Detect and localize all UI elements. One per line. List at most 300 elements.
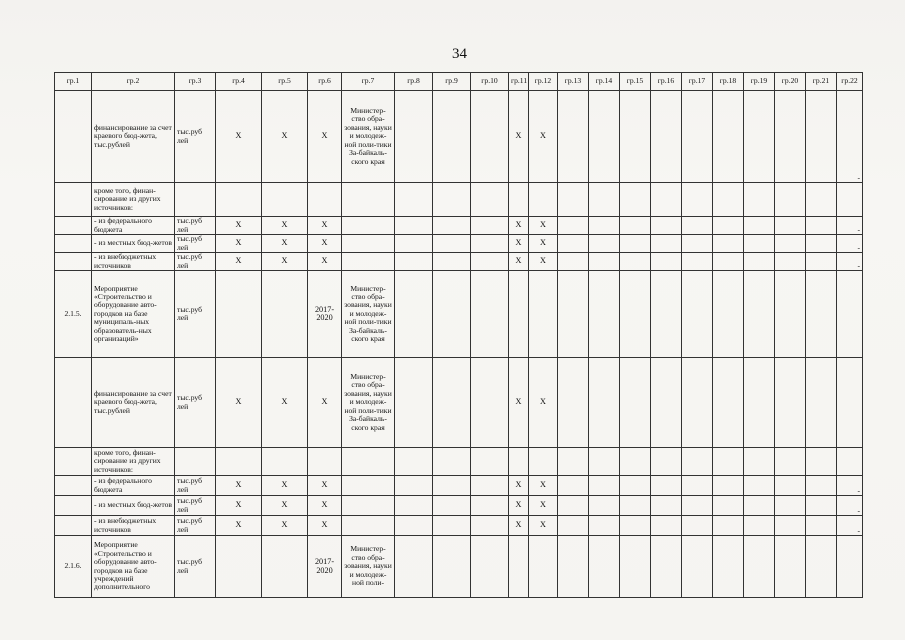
cell-col18 bbox=[713, 271, 744, 358]
cell-col4 bbox=[216, 448, 262, 476]
cell-col19 bbox=[744, 183, 775, 217]
cell-col17 bbox=[682, 235, 713, 253]
column-header: гр.7 bbox=[342, 73, 395, 91]
cell-col7 bbox=[342, 253, 395, 271]
cell-col7 bbox=[342, 183, 395, 217]
cell-col21 bbox=[806, 536, 837, 598]
cell-col10 bbox=[471, 536, 509, 598]
cell-col10 bbox=[471, 253, 509, 271]
cell-col8 bbox=[395, 271, 433, 358]
cell-col13 bbox=[558, 476, 589, 496]
cell-col13 bbox=[558, 536, 589, 598]
cell-col1 bbox=[55, 253, 92, 271]
cell-col14 bbox=[589, 91, 620, 183]
cell-col22: - bbox=[837, 217, 863, 235]
cell-col7 bbox=[342, 516, 395, 536]
cell-col2: - из внебюджетных источников bbox=[92, 253, 175, 271]
column-header: гр.22 bbox=[837, 73, 863, 91]
cell-col19 bbox=[744, 253, 775, 271]
cell-col9 bbox=[433, 235, 471, 253]
cell-col11: X bbox=[509, 476, 529, 496]
cell-col3 bbox=[175, 183, 216, 217]
cell-col3: тыс.руб лей bbox=[175, 91, 216, 183]
cell-col20 bbox=[775, 358, 806, 448]
cell-col14 bbox=[589, 448, 620, 476]
cell-col12 bbox=[529, 448, 558, 476]
cell-col11: X bbox=[509, 496, 529, 516]
cell-col17 bbox=[682, 516, 713, 536]
cell-col19 bbox=[744, 217, 775, 235]
cell-col6 bbox=[308, 183, 342, 217]
cell-col22 bbox=[837, 358, 863, 448]
cell-col13 bbox=[558, 235, 589, 253]
cell-col18 bbox=[713, 516, 744, 536]
cell-col5: X bbox=[262, 91, 308, 183]
page-number: 34 bbox=[452, 46, 467, 62]
cell-col13 bbox=[558, 91, 589, 183]
cell-col4: X bbox=[216, 476, 262, 496]
cell-col14 bbox=[589, 496, 620, 516]
cell-col5: X bbox=[262, 253, 308, 271]
column-header: гр.12 bbox=[529, 73, 558, 91]
cell-col10 bbox=[471, 496, 509, 516]
cell-col11: X bbox=[509, 358, 529, 448]
cell-col2: - из местных бюд-жетов bbox=[92, 496, 175, 516]
cell-col3: тыс.руб лей bbox=[175, 253, 216, 271]
cell-col11: X bbox=[509, 253, 529, 271]
cell-col1 bbox=[55, 217, 92, 235]
cell-col6: X bbox=[308, 253, 342, 271]
cell-col11: X bbox=[509, 91, 529, 183]
cell-col15 bbox=[620, 536, 651, 598]
cell-col9 bbox=[433, 253, 471, 271]
column-header: гр.10 bbox=[471, 73, 509, 91]
cell-col14 bbox=[589, 217, 620, 235]
column-header: гр.18 bbox=[713, 73, 744, 91]
cell-col7 bbox=[342, 448, 395, 476]
cell-col1 bbox=[55, 91, 92, 183]
cell-col21 bbox=[806, 217, 837, 235]
cell-col16 bbox=[651, 271, 682, 358]
cell-col10 bbox=[471, 271, 509, 358]
cell-col21 bbox=[806, 496, 837, 516]
cell-col12 bbox=[529, 536, 558, 598]
cell-col14 bbox=[589, 536, 620, 598]
cell-col10 bbox=[471, 476, 509, 496]
cell-col16 bbox=[651, 217, 682, 235]
cell-col17 bbox=[682, 496, 713, 516]
cell-col18 bbox=[713, 217, 744, 235]
cell-col16 bbox=[651, 235, 682, 253]
cell-col12: X bbox=[529, 235, 558, 253]
cell-col13 bbox=[558, 253, 589, 271]
cell-col2: - из федерального бюджета bbox=[92, 476, 175, 496]
cell-col7 bbox=[342, 496, 395, 516]
cell-col3: тыс.руб лей bbox=[175, 476, 216, 496]
cell-col3: тыс.руб лей bbox=[175, 235, 216, 253]
cell-col8 bbox=[395, 358, 433, 448]
cell-col12: X bbox=[529, 217, 558, 235]
cell-col6 bbox=[308, 448, 342, 476]
table-row bbox=[55, 271, 863, 358]
cell-col16 bbox=[651, 536, 682, 598]
cell-col18 bbox=[713, 91, 744, 183]
cell-col15 bbox=[620, 271, 651, 358]
cell-col22 bbox=[837, 536, 863, 598]
cell-col2: финансирование за счет краевого бюд-жета, тыс.рублей bbox=[92, 91, 175, 183]
cell-col17 bbox=[682, 91, 713, 183]
cell-col11: X bbox=[509, 235, 529, 253]
cell-col12 bbox=[529, 271, 558, 358]
cell-col9 bbox=[433, 476, 471, 496]
column-header: гр.13 bbox=[558, 73, 589, 91]
cell-col17 bbox=[682, 448, 713, 476]
cell-col16 bbox=[651, 253, 682, 271]
cell-col9 bbox=[433, 448, 471, 476]
cell-col7: Министер-ство обра-зования, науки и молодеж-ной поли-тики За-байкаль-ского края bbox=[342, 358, 395, 448]
cell-col9 bbox=[433, 496, 471, 516]
cell-col9 bbox=[433, 536, 471, 598]
cell-col19 bbox=[744, 358, 775, 448]
cell-col1 bbox=[55, 476, 92, 496]
cell-col15 bbox=[620, 235, 651, 253]
cell-col20 bbox=[775, 235, 806, 253]
cell-col12: X bbox=[529, 253, 558, 271]
cell-col21 bbox=[806, 91, 837, 183]
cell-col16 bbox=[651, 496, 682, 516]
cell-col21 bbox=[806, 183, 837, 217]
table-row bbox=[55, 496, 863, 516]
cell-col7 bbox=[342, 476, 395, 496]
column-header: гр.19 bbox=[744, 73, 775, 91]
cell-col22 bbox=[837, 271, 863, 358]
cell-col10 bbox=[471, 91, 509, 183]
column-header: гр.17 bbox=[682, 73, 713, 91]
cell-col2: - из федерального бюджета bbox=[92, 217, 175, 235]
cell-col13 bbox=[558, 217, 589, 235]
cell-col8 bbox=[395, 448, 433, 476]
cell-col4: X bbox=[216, 235, 262, 253]
column-header: гр.21 bbox=[806, 73, 837, 91]
cell-col17 bbox=[682, 271, 713, 358]
cell-col1 bbox=[55, 235, 92, 253]
column-header: гр.1 bbox=[55, 73, 92, 91]
cell-col13 bbox=[558, 183, 589, 217]
cell-col7: Министер-ство обра-зования, науки и молодеж-ной поли- bbox=[342, 536, 395, 598]
cell-col6: X bbox=[308, 235, 342, 253]
cell-col19 bbox=[744, 448, 775, 476]
cell-col18 bbox=[713, 476, 744, 496]
cell-col15 bbox=[620, 217, 651, 235]
cell-col19 bbox=[744, 536, 775, 598]
cell-col1 bbox=[55, 496, 92, 516]
cell-col14 bbox=[589, 253, 620, 271]
table-row bbox=[55, 448, 863, 476]
cell-col17 bbox=[682, 476, 713, 496]
cell-col8 bbox=[395, 91, 433, 183]
cell-col4: X bbox=[216, 358, 262, 448]
table-row bbox=[55, 516, 863, 536]
cell-col5: X bbox=[262, 358, 308, 448]
cell-col21 bbox=[806, 476, 837, 496]
cell-col2: - из внебюджетных источников bbox=[92, 516, 175, 536]
cell-col11: X bbox=[509, 217, 529, 235]
cell-col4: X bbox=[216, 496, 262, 516]
cell-col21 bbox=[806, 235, 837, 253]
cell-col5: X bbox=[262, 235, 308, 253]
cell-col18 bbox=[713, 536, 744, 598]
cell-col17 bbox=[682, 183, 713, 217]
cell-col15 bbox=[620, 91, 651, 183]
cell-col6: X bbox=[308, 496, 342, 516]
column-header: гр.14 bbox=[589, 73, 620, 91]
cell-col9 bbox=[433, 183, 471, 217]
table-row bbox=[55, 91, 863, 183]
table-row bbox=[55, 235, 863, 253]
cell-col17 bbox=[682, 217, 713, 235]
cell-col7 bbox=[342, 217, 395, 235]
table-row bbox=[55, 183, 863, 217]
table-row bbox=[55, 253, 863, 271]
cell-col1 bbox=[55, 358, 92, 448]
cell-col19 bbox=[744, 496, 775, 516]
cell-col20 bbox=[775, 271, 806, 358]
column-header: гр.20 bbox=[775, 73, 806, 91]
cell-col18 bbox=[713, 183, 744, 217]
cell-col11: X bbox=[509, 516, 529, 536]
cell-col16 bbox=[651, 516, 682, 536]
cell-col15 bbox=[620, 516, 651, 536]
cell-col22 bbox=[837, 448, 863, 476]
cell-col11 bbox=[509, 183, 529, 217]
cell-col9 bbox=[433, 91, 471, 183]
cell-col3: тыс.руб лей bbox=[175, 271, 216, 358]
cell-col15 bbox=[620, 496, 651, 516]
cell-col4: X bbox=[216, 217, 262, 235]
data-table bbox=[54, 72, 863, 598]
column-header: гр.15 bbox=[620, 73, 651, 91]
table-row bbox=[55, 358, 863, 448]
cell-col1: 2.1.6. bbox=[55, 536, 92, 598]
cell-col1 bbox=[55, 448, 92, 476]
column-header: гр.2 bbox=[92, 73, 175, 91]
cell-col22: - bbox=[837, 476, 863, 496]
cell-col22: - bbox=[837, 516, 863, 536]
cell-col7: Министер-ство обра-зования, науки и молодеж-ной поли-тики За-байкаль-ского края bbox=[342, 271, 395, 358]
cell-col17 bbox=[682, 253, 713, 271]
cell-col4: X bbox=[216, 516, 262, 536]
cell-col1: 2.1.5. bbox=[55, 271, 92, 358]
cell-col14 bbox=[589, 183, 620, 217]
cell-col16 bbox=[651, 358, 682, 448]
cell-col11 bbox=[509, 448, 529, 476]
cell-col12: X bbox=[529, 358, 558, 448]
cell-col12: X bbox=[529, 516, 558, 536]
cell-col9 bbox=[433, 271, 471, 358]
cell-col2: - из местных бюд-жетов bbox=[92, 235, 175, 253]
cell-col9 bbox=[433, 358, 471, 448]
cell-col8 bbox=[395, 253, 433, 271]
cell-col2: кроме того, финан-сирование из других источников: bbox=[92, 183, 175, 217]
cell-col18 bbox=[713, 358, 744, 448]
cell-col9 bbox=[433, 217, 471, 235]
column-header: гр.3 bbox=[175, 73, 216, 91]
cell-col6: X bbox=[308, 217, 342, 235]
cell-col8 bbox=[395, 235, 433, 253]
cell-col22: - bbox=[837, 91, 863, 183]
column-header: гр.5 bbox=[262, 73, 308, 91]
cell-col18 bbox=[713, 235, 744, 253]
cell-col15 bbox=[620, 358, 651, 448]
table-row bbox=[55, 536, 863, 598]
cell-col15 bbox=[620, 476, 651, 496]
column-header: гр.16 bbox=[651, 73, 682, 91]
cell-col20 bbox=[775, 536, 806, 598]
cell-col10 bbox=[471, 358, 509, 448]
cell-col1 bbox=[55, 516, 92, 536]
cell-col17 bbox=[682, 358, 713, 448]
cell-col10 bbox=[471, 217, 509, 235]
cell-col22 bbox=[837, 183, 863, 217]
cell-col20 bbox=[775, 217, 806, 235]
header-row bbox=[55, 73, 863, 91]
cell-col13 bbox=[558, 358, 589, 448]
cell-col2: финансирование за счет краевого бюд-жета, тыс.рублей bbox=[92, 358, 175, 448]
cell-col5 bbox=[262, 271, 308, 358]
cell-col11 bbox=[509, 271, 529, 358]
cell-col9 bbox=[433, 516, 471, 536]
cell-col13 bbox=[558, 271, 589, 358]
cell-col20 bbox=[775, 91, 806, 183]
table-row bbox=[55, 217, 863, 235]
cell-col6: X bbox=[308, 516, 342, 536]
cell-col20 bbox=[775, 476, 806, 496]
cell-col8 bbox=[395, 536, 433, 598]
cell-col5 bbox=[262, 183, 308, 217]
cell-col16 bbox=[651, 183, 682, 217]
cell-col22: - bbox=[837, 496, 863, 516]
cell-col21 bbox=[806, 358, 837, 448]
cell-col11 bbox=[509, 536, 529, 598]
cell-col13 bbox=[558, 496, 589, 516]
cell-col14 bbox=[589, 271, 620, 358]
cell-col12: X bbox=[529, 476, 558, 496]
cell-col18 bbox=[713, 253, 744, 271]
cell-col15 bbox=[620, 183, 651, 217]
cell-col7 bbox=[342, 235, 395, 253]
cell-col14 bbox=[589, 235, 620, 253]
cell-col8 bbox=[395, 217, 433, 235]
cell-col20 bbox=[775, 253, 806, 271]
cell-col18 bbox=[713, 496, 744, 516]
cell-col10 bbox=[471, 183, 509, 217]
cell-col3: тыс.руб лей bbox=[175, 496, 216, 516]
cell-col14 bbox=[589, 476, 620, 496]
cell-col5 bbox=[262, 448, 308, 476]
cell-col6: X bbox=[308, 358, 342, 448]
cell-col4: X bbox=[216, 91, 262, 183]
cell-col21 bbox=[806, 516, 837, 536]
cell-col22: - bbox=[837, 253, 863, 271]
cell-col16 bbox=[651, 476, 682, 496]
column-header: гр.4 bbox=[216, 73, 262, 91]
cell-col5: X bbox=[262, 516, 308, 536]
cell-col4 bbox=[216, 183, 262, 217]
cell-col8 bbox=[395, 496, 433, 516]
cell-col3: тыс.руб лей bbox=[175, 217, 216, 235]
cell-col19 bbox=[744, 271, 775, 358]
column-header: гр.6 bbox=[308, 73, 342, 91]
cell-col4 bbox=[216, 271, 262, 358]
table-row bbox=[55, 476, 863, 496]
cell-col8 bbox=[395, 516, 433, 536]
cell-col18 bbox=[713, 448, 744, 476]
cell-col6: 2017-2020 bbox=[308, 536, 342, 598]
cell-col12: X bbox=[529, 91, 558, 183]
cell-col12: X bbox=[529, 496, 558, 516]
cell-col8 bbox=[395, 183, 433, 217]
cell-col2: Мероприятие «Строительство и оборудование авто-городков на базе учреждений дополнительного bbox=[92, 536, 175, 598]
cell-col6: X bbox=[308, 91, 342, 183]
column-header: гр.9 bbox=[433, 73, 471, 91]
cell-col5 bbox=[262, 536, 308, 598]
cell-col3: тыс.руб лей bbox=[175, 536, 216, 598]
cell-col10 bbox=[471, 448, 509, 476]
cell-col17 bbox=[682, 536, 713, 598]
cell-col15 bbox=[620, 448, 651, 476]
cell-col6: X bbox=[308, 476, 342, 496]
cell-col7: Министер-ство обра-зования, науки и молодеж-ной поли-тики За-байкаль-ского края bbox=[342, 91, 395, 183]
cell-col12 bbox=[529, 183, 558, 217]
cell-col3 bbox=[175, 448, 216, 476]
cell-col4: X bbox=[216, 253, 262, 271]
cell-col13 bbox=[558, 448, 589, 476]
cell-col20 bbox=[775, 448, 806, 476]
table-body bbox=[55, 91, 863, 598]
cell-col21 bbox=[806, 253, 837, 271]
cell-col10 bbox=[471, 516, 509, 536]
cell-col21 bbox=[806, 271, 837, 358]
cell-col14 bbox=[589, 358, 620, 448]
cell-col22: - bbox=[837, 235, 863, 253]
cell-col19 bbox=[744, 91, 775, 183]
cell-col20 bbox=[775, 496, 806, 516]
cell-col6: 2017-2020 bbox=[308, 271, 342, 358]
cell-col13 bbox=[558, 516, 589, 536]
cell-col5: X bbox=[262, 476, 308, 496]
cell-col19 bbox=[744, 516, 775, 536]
cell-col3: тыс.руб лей bbox=[175, 358, 216, 448]
cell-col16 bbox=[651, 448, 682, 476]
cell-col20 bbox=[775, 516, 806, 536]
cell-col10 bbox=[471, 235, 509, 253]
cell-col1 bbox=[55, 183, 92, 217]
cell-col3: тыс.руб лей bbox=[175, 516, 216, 536]
cell-col19 bbox=[744, 235, 775, 253]
column-header: гр.8 bbox=[395, 73, 433, 91]
cell-col8 bbox=[395, 476, 433, 496]
cell-col2: кроме того, финан-сирование из других источников: bbox=[92, 448, 175, 476]
column-header: гр.11 bbox=[509, 73, 529, 91]
cell-col5: X bbox=[262, 217, 308, 235]
cell-col20 bbox=[775, 183, 806, 217]
cell-col14 bbox=[589, 516, 620, 536]
cell-col21 bbox=[806, 448, 837, 476]
cell-col4 bbox=[216, 536, 262, 598]
cell-col16 bbox=[651, 91, 682, 183]
cell-col5: X bbox=[262, 496, 308, 516]
cell-col2: Мероприятие «Строительство и оборудование авто-городков на базе муниципаль-ных образователь-ных организаций» bbox=[92, 271, 175, 358]
